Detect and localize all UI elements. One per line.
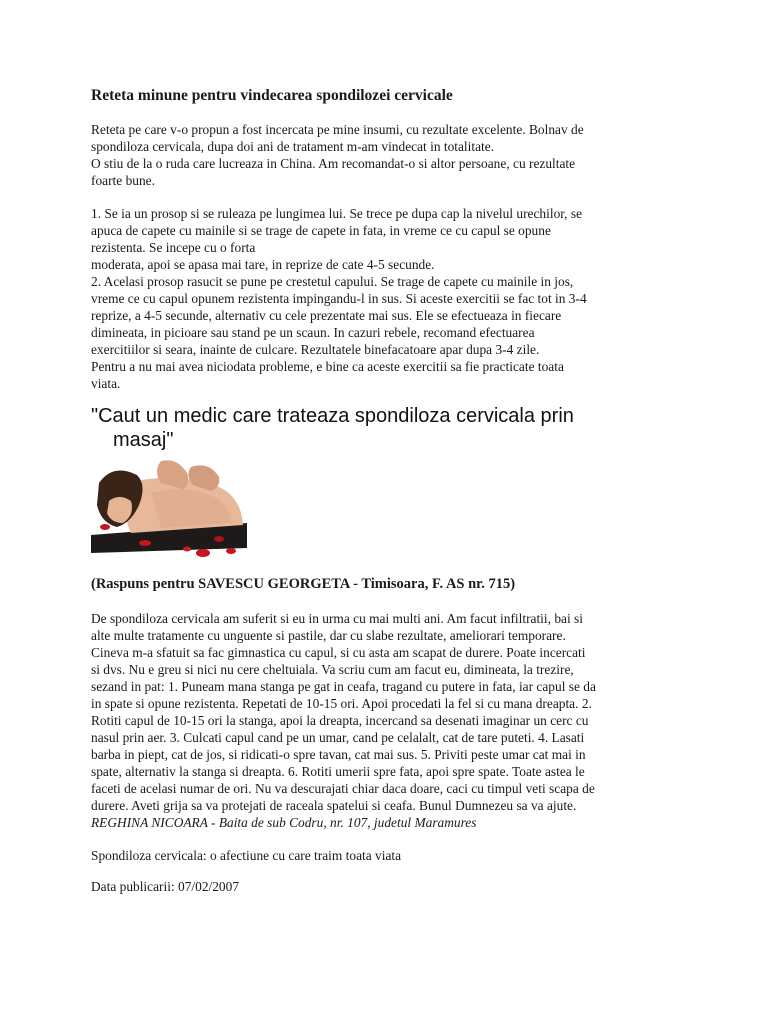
text-line: reprize, a 4-5 secunde, alternativ cu cele prezentate mai sus. Ele se efectueaza in fiecare <box>91 308 562 323</box>
text-line: durere. Aveti grija sa va protejati de raceala spatelui si ceafa. Bunul Dumnezeu sa va ajute. <box>91 798 577 813</box>
article-headline <box>91 404 691 452</box>
answer-heading: (Raspuns pentru SAVESCU GEORGETA - Timisoara, F. AS nr. 715) <box>91 576 516 592</box>
text-line: apuca de capete cu mainile si se trage de capete in fata, in vreme ce cu capul se opune <box>91 223 551 238</box>
text-line: foarte bune. <box>91 173 155 188</box>
publication-date: Data publicarii: 07/02/2007 <box>91 879 240 894</box>
text-line: nasul prin aer. 3. Culcati capul cand pe un umar, cand pe celalalt, cat de tare puteti. 4. Lasati <box>91 730 585 745</box>
text-line: exercitiilor si seara, inainte de culcare. Rezultatele binefacatoare apar dupa 3-4 zile. <box>91 342 540 357</box>
text-line: dimineata, in picioare sau stand pe un scaun. In cazuri rebele, recomand efectuarea <box>91 325 535 340</box>
text-line: faceti de acelasi numar de ori. Nu va descurajati chiar daca doare, caci cu timpul veti scapa de <box>91 781 595 796</box>
text-line: Cineva m-a sfatuit sa fac gimnastica cu capul, si cu asta am scapat de durere. Poate incercati <box>91 645 586 660</box>
headline-line: masaj" <box>113 429 174 451</box>
massage-photo-illustration <box>91 453 247 560</box>
text-line: in spate si opune rezistenta. Repetati de 10-15 ori. Apoi procedati la fel si cu mana dreapta. 2. <box>91 696 592 711</box>
steps-paragraph <box>91 205 691 392</box>
text-line: Rotiti capul de 10-15 ori la stanga, apoi la dreapta, incercand sa desenati imaginar un cerc cu <box>91 713 589 728</box>
article-title: Reteta minune pentru vindecarea spondilozei cervicale <box>91 87 453 104</box>
signature: REGHINA NICOARA - Baita de sub Codru, nr. 107, judetul Maramures <box>91 815 477 830</box>
text-line: rezistenta. Se incepe cu o forta <box>91 240 256 255</box>
text-line: barba in piept, cat de jos, si ridicati-o spre tavan, cat mai sus. 5. Priviti peste umar cat mai in <box>91 747 586 762</box>
text-line: 2. Acelasi prosop rasucit se pune pe crestetul capului. Se trage de capete cu mainile in jos, <box>91 274 574 289</box>
footer-subtitle: Spondiloza cervicala: o afectiune cu care traim toata viata <box>91 848 402 863</box>
text-line: Pentru a nu mai avea niciodata probleme, e bine ca aceste exercitii sa fie practicate toata <box>91 359 564 374</box>
intro-paragraph <box>91 121 691 189</box>
answer-paragraph <box>91 610 691 831</box>
text-line: De spondiloza cervicala am suferit si eu in urma cu mai multi ani. Am facut infiltratii, bai si <box>91 611 583 626</box>
text-line: 1. Se ia un prosop si se ruleaza pe lungimea lui. Se trece pe dupa cap la nivelul urechilor, se <box>91 206 583 221</box>
text-line: Reteta pe care v-o propun a fost incercata pe mine insumi, cu rezultate excelente. Bolnav de <box>91 122 584 137</box>
text-line: O stiu de la o ruda care lucreaza in China. Am recomandat-o si altor persoane, cu rezultate <box>91 156 576 171</box>
text-line: spondiloza cervicala, dupa doi ani de tratament m-am vindecat in totalitate. <box>91 139 495 154</box>
massage-photo <box>91 453 247 560</box>
text-line: spate, alternativ la stanga si dreapta. 6. Rotiti umerii spre fata, apoi spre spate. Toate astea le <box>91 764 585 779</box>
text-line: si dvs. Nu e greu si nici nu cere cheltuiala. Va scriu cum am facut eu, dimineata, la trezire, <box>91 662 574 677</box>
text-line: sezand in pat: 1. Puneam mana stanga pe gat in ceafa, tragand cu putere in fata, iar capul se da <box>91 679 596 694</box>
text-line: viata. <box>91 376 121 391</box>
text-line: moderata, apoi se apasa mai tare, in reprize de cate 4-5 secunde. <box>91 257 435 272</box>
text-line: alte multe tratamente cu unguente si pastile, dar cu slabe rezultate, ameliorari temporare. <box>91 628 566 643</box>
text-line: vreme ce cu capul opunem rezistenta impingandu-l in sus. Si aceste exercitii se fac tot in 3-4 <box>91 291 587 306</box>
headline-line: "Caut un medic care trateaza spondiloza cervicala prin <box>91 405 574 427</box>
